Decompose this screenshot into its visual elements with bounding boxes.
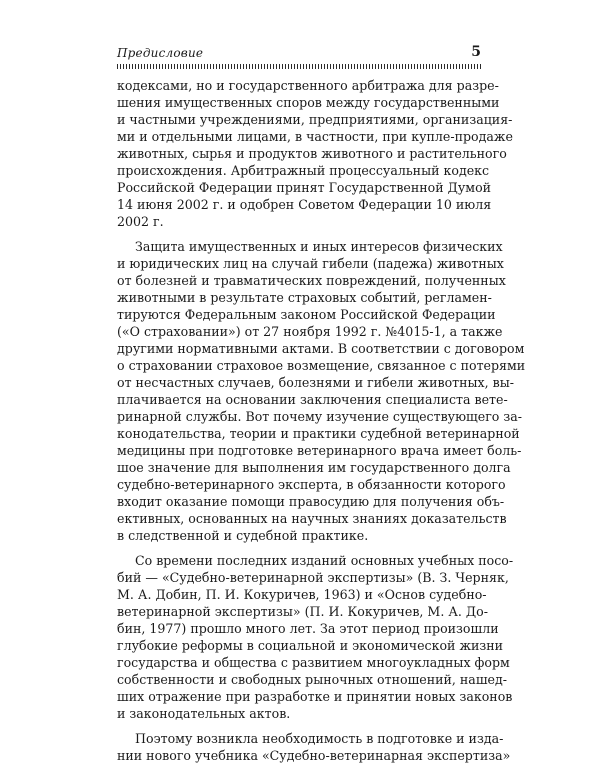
text-line: от несчастных случаев, болезнями и гибели животных, вы- (117, 375, 515, 390)
paragraph (117, 730, 511, 764)
text-line: собственности и свободных рыночных отношений, нашед- (117, 672, 507, 687)
running-head (117, 45, 481, 61)
text-line: входит оказание помощи правосудию для получения объ- (117, 494, 505, 509)
header-rule (117, 64, 481, 69)
text-line: Поэтому возникла необходимость в подготовке и изда- (135, 731, 504, 746)
running-title: Предисловие (117, 46, 204, 60)
text-line: бин, 1977) прошло много лет. За этот период произошли (117, 621, 499, 636)
text-line: судебно-ветеринарного эксперта, в обязанности которого (117, 477, 506, 492)
text-line: ших отражение при разработке и принятии новых законов (117, 689, 513, 704)
text-line: государства и общества с развитием многоукладных форм (117, 655, 510, 670)
page-number: 5 (471, 44, 481, 60)
text-line: от болезней и травматических повреждений, полученных (117, 273, 506, 288)
text-line: и юридических лиц на случай гибели (падежа) животных (117, 256, 504, 271)
text-line: и частными учреждениями, предприятиями, организация- (117, 112, 513, 127)
text-line: кодексами, но и государственного арбитража для разре- (117, 78, 499, 93)
paragraph (117, 552, 514, 722)
text-line: ринарной службы. Вот почему изучение существующего за- (117, 409, 523, 424)
text-line: в следственной и судебной практике. (117, 528, 369, 543)
text-line: бий — «Судебно-ветеринарной экспертизы» (В. З. Черняк, (117, 570, 509, 585)
text-line: нии нового учебника «Судебно-ветеринарная экспертиза» (117, 748, 511, 763)
text-line: 2002 г. (117, 214, 164, 229)
text-line: Российской Федерации принят Государственной Думой (117, 180, 492, 195)
text-line: Защита имущественных и иных интересов физических (135, 239, 503, 254)
text-line: 14 июня 2002 г. и одобрен Советом Федерации 10 июля (117, 197, 492, 212)
text-line: глубокие реформы в социальной и экономической жизни (117, 638, 504, 653)
text-line: ективных, основанных на научных знаниях доказательств (117, 511, 507, 526)
body-text (117, 77, 526, 764)
text-line: Со времени последних изданий основных учебных посо- (135, 553, 514, 568)
text-line: конодательства, теории и практики судебной ветеринарной (117, 426, 520, 441)
text-line: шое значение для выполнения им государственного долга (117, 460, 511, 475)
text-line: о страховании страховое возмещение, связанное с потерями (117, 358, 526, 373)
paragraph-gap (117, 722, 481, 730)
text-line: («О страховании») от 27 ноября 1992 г. №4015-1, а также (117, 324, 503, 339)
text-line: и законодательных актов. (117, 706, 291, 721)
text-line: ветеринарной экспертизы» (П. И. Кокуричев, М. А. До- (117, 604, 488, 619)
text-line: М. А. Добин, П. И. Кокуричев, 1963) и «Основ судебно- (117, 587, 487, 602)
paragraph (117, 238, 526, 544)
paragraph (117, 77, 513, 230)
paragraph-gap (117, 230, 481, 238)
paragraph-gap (117, 544, 481, 552)
text-line: тируются Федеральным законом Российской Федерации (117, 307, 496, 322)
text-line: животных, сырья и продуктов животного и растительного (117, 146, 507, 161)
text-line: другими нормативными актами. В соответствии с договором (117, 341, 525, 356)
text-line: медицины при подготовке ветеринарного врача имеет боль- (117, 443, 522, 458)
text-line: животными в результате страховых событий, регламен- (117, 290, 492, 305)
text-line: ми и отдельными лицами, в частности, при купле-продаже (117, 129, 513, 144)
text-line: происхождения. Арбитражный процессуальный кодекс (117, 163, 490, 178)
text-line: шения имущественных споров между государственными (117, 95, 500, 110)
text-line: плачивается на основании заключения специалиста вете- (117, 392, 508, 407)
